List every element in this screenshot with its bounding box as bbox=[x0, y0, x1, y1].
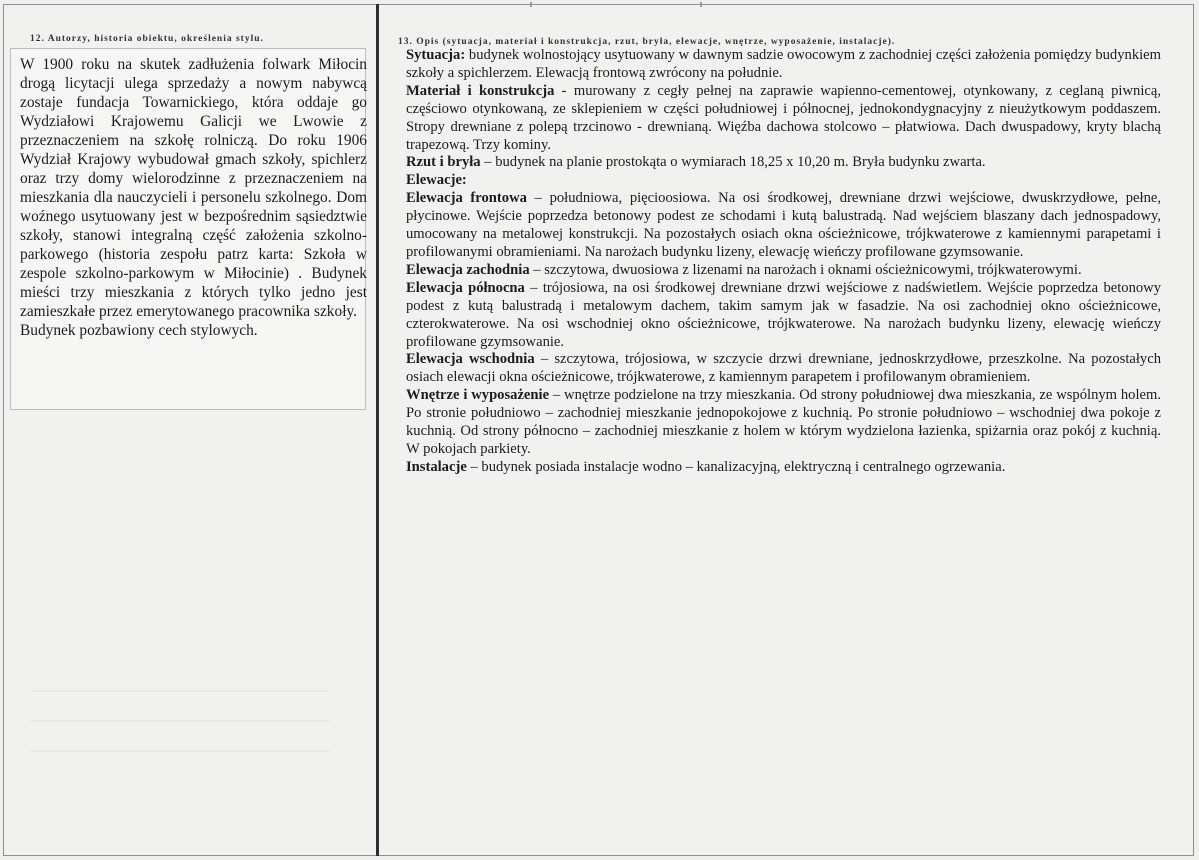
section-body: – budynek posiada instalacje wodno – kanalizacyjną, elektryczną i centralnego ogrzewania. bbox=[466, 458, 1006, 475]
description-text bbox=[406, 47, 1161, 477]
section-north-elevation bbox=[406, 280, 1161, 352]
faded-trace bbox=[30, 750, 330, 752]
history-paragraph: W 1900 roku na skutek zadłużenia folwark Miłocin drogą licytacji ulega sprzedaży a nowym nabywcą zostaje fundacja Towarnickiego, która oddaje go Wydziałowi Krajowemu Galicji we Lwowie z przeznaczeniem na szkołę rolniczą. Do roku 1906 Wydział Krajowy wybudował gmach szkoły, spichlerz oraz trzy domy wielorodzinne z przeznaczeniem na mieszkania dla nauczycieli i personelu szkolnego. Dom woźnego usytuowany jest w bezpośrednim sąsiedztwie szkoły, stanowi integralną część założenia szkolno-parkowego (historia zespołu patrz karta: Szkoła w zespole szkolno-parkowym w Miłocinie) . Budynek mieści trzy mieszkania z których tylko jedno jest zamieszkałe przez emerytowanego pracownika szkoły. bbox=[20, 56, 367, 320]
column-divider bbox=[376, 4, 379, 856]
section-label: Sytuacja: bbox=[406, 47, 466, 63]
section-label: Rzut i bryła bbox=[406, 154, 481, 171]
section-east-elevation bbox=[406, 351, 1161, 387]
section-body: - murowany z cegły pełnej na zaprawie wapienno-cementowej, otynkowany, z ceglaną piwnicą, częściowo otynkowaną, ze sklepieniem w części południowej i północnej, jednokondygnacyjny z nieużytkowym poddaszem. Stropy drewniane z polepą trzcinowo - drewnianą. Więźba dachowa stolcowo – płatwiowa. Dach dwuspadowy, kryty blachą trapezową. Trzy kominy. bbox=[406, 82, 1161, 153]
section-interior bbox=[406, 387, 1161, 459]
section-installations bbox=[406, 459, 1161, 477]
section-body: – szczytowa, trójosiowa, w szczycie drzwi drewniane, jednoskrzydłowe, przeszkolne. Na pozostałych osiach elewacji okna ościeżnicowe, trójkwaterowe, z kamiennym parapetem i profilowanym obramieniem. bbox=[406, 351, 1162, 386]
style-paragraph: Budynek pozbawiony cech stylowych. bbox=[20, 322, 258, 339]
section-plan bbox=[406, 154, 1161, 172]
section-front-elevation bbox=[406, 190, 1161, 262]
section-label: Instalacje bbox=[406, 458, 467, 475]
section-label: Elewacja zachodnia bbox=[406, 261, 530, 278]
section-body: budynek wolnostojący usytuowany w dawnym sadzie owocowym z zachodniej części założenia pomiędzy budynkiem szkoły a spichlerzem. Elewacją frontową zwrócony na południe. bbox=[406, 47, 1161, 81]
section-label: Elewacje: bbox=[406, 172, 467, 189]
section-13-heading: 13. Opis (sytuacja, materiał i konstrukcja, rzut, bryła, elewacje, wnętrze, wyposażenie, instalacje). bbox=[398, 37, 896, 47]
history-text bbox=[20, 55, 367, 340]
section-12-heading: 12. Autorzy, historia obiektu, określenia stylu. bbox=[30, 34, 264, 44]
section-west-elevation bbox=[406, 262, 1161, 280]
section-label: Materiał i konstrukcja bbox=[406, 82, 555, 99]
faded-trace bbox=[30, 690, 330, 692]
section-body: – trójosiowa, na osi środkowej drewniane drzwi wejściowe z nadświetlem. Wejście poprzedza betonowy podest z kutą balustradą i metalowym dachem, takim samym jak w fasadzie. Na osi zachodniej okno ościeżnicowe, czterokwaterowe. Na osi wschodniej okno ościeżnicowe, trójkwaterowe. Na narożach budynku lizeny, elewację wieńczy profilowane gzymsowanie. bbox=[406, 279, 1162, 350]
section-body: – wnętrze podzielone na trzy mieszkania. Od strony południowej dwa mieszkania, ze wspólnym holem. Po stronie południowo – zachodniej mieszkanie jednopokojowe z kuchnią. Po stronie południowo – wschodniej dwa pokoje z kuchnią. Od strony północno – zachodniej mieszkanie z holem w którym wydzielona łazienka, spiżarnia oraz pokój z kuchnią. W pokojach parkiety. bbox=[406, 387, 1161, 457]
scan-mark bbox=[530, 2, 532, 7]
faded-trace bbox=[30, 720, 330, 722]
section-body: – południowa, pięcioosiowa. Na osi środkowej, drewniane drzwi wejściowe, dwuskrzydłowe, pełne, płycinowe. Wejście poprzedza betonowy podest ze schodami i kutą balustradą. Nad wejściem blaszany dach jednospadowy, umocowany na metalowej konstrukcji. Na pozostałych osiach okna ościeżnicowe, trójkwaterowe z kamiennymi parapetami i profilowanymi obramieniami. Na narożach budynku lizeny, elewację wieńczy profilowane gzymsowanie. bbox=[406, 190, 1161, 260]
section-label: Elewacja frontowa bbox=[406, 190, 527, 207]
section-material bbox=[406, 83, 1161, 155]
section-label: Elewacja wschodnia bbox=[406, 351, 535, 368]
section-label: Wnętrze i wyposażenie bbox=[406, 387, 550, 404]
scan-mark bbox=[700, 2, 702, 7]
section-elevations bbox=[406, 172, 1161, 190]
section-label: Elewacja północna bbox=[406, 279, 525, 296]
section-body: – budynek na planie prostokąta o wymiarach 18,25 x 10,20 m. Bryła budynku zwarta. bbox=[480, 154, 986, 171]
section-body: – szczytowa, dwuosiowa z lizenami na narożach i oknami ościeżnicowymi, trójkwaterowymi. bbox=[529, 261, 1082, 278]
section-situation bbox=[406, 47, 1161, 83]
